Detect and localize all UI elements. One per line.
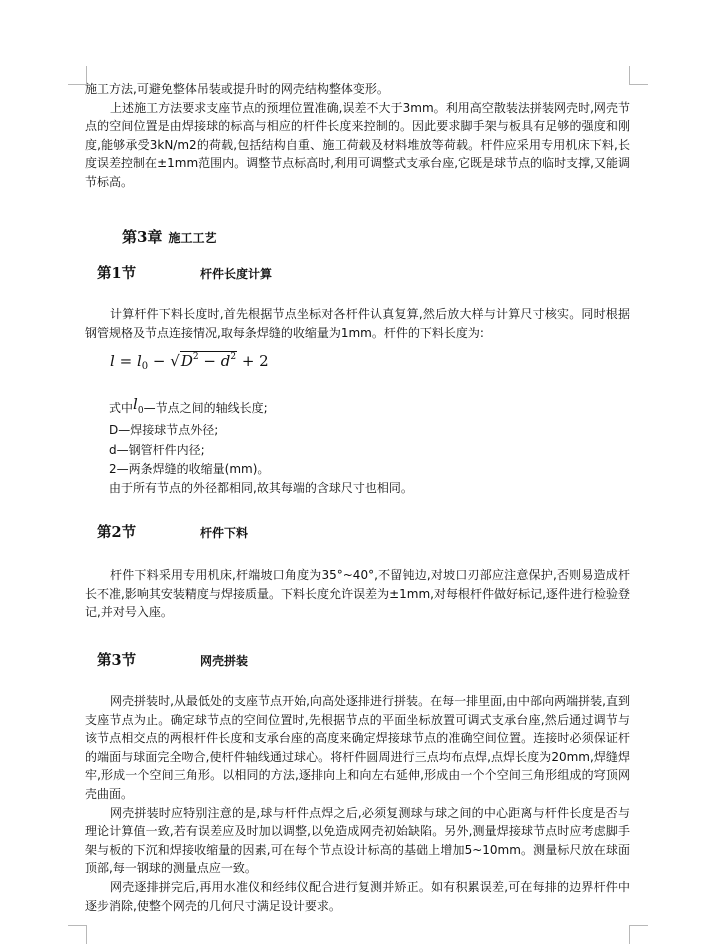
chapter-title: 施工工艺 bbox=[168, 231, 217, 245]
formula-D-exponent: 2 bbox=[192, 352, 199, 362]
formula-radicand: $D^2 - d^2$ bbox=[180, 352, 237, 370]
section-2-paragraph: 杆件下料采用专用机床,杆端坡口角度为35°~40°,不留钝边,对坡口刃部应注意保护,否则易造成杆长不准,影响其安装精度与焊接质量。下料长度允许误差为±1mm,对每根杆件做好标记,逐件进行检验登记,并对号入座。 bbox=[85, 568, 630, 620]
intro-paragraph-2: 上述施工方法要求支座节点的预埋位置准确,误差不大于3mm。利用高空散装法拼装网壳时,网壳节点的空间位置是由焊接球的标高与相应的杆件长度来控制的。因此要求脚手架与板具有足够的强度和刚度,能够承受3kN/m2的荷载,包括结构自重、施工荷载及材料堆放等荷载。杆件应采用专用机床下料,长度误差控制在±1mm范围内。调整节点标高时,利用可调整式支承台座,它既是球节点的临时支撑,又能调节标高。 bbox=[85, 100, 630, 189]
chapter-number: 第3章 bbox=[122, 228, 163, 246]
where-l0-symbol bbox=[133, 395, 144, 416]
intro-paragraph-1: 施工方法,可避免整体吊装或提升时的网壳结构整体变形。 bbox=[85, 82, 389, 96]
intro-text bbox=[85, 80, 630, 192]
definition-note: 由于所有节点的外径都相同,故其每端的含球尺寸也相同。 bbox=[109, 481, 413, 495]
section-1-body bbox=[85, 305, 630, 342]
formula-D: D bbox=[180, 352, 193, 370]
formula-d: d bbox=[220, 352, 231, 370]
formula-sqrt-sign: √ bbox=[170, 352, 180, 370]
section-1-number: 第1节 bbox=[97, 265, 137, 282]
where-line bbox=[109, 395, 268, 416]
section-3-number: 第3节 bbox=[97, 652, 137, 669]
definition-d: d—钢管杆件内径; bbox=[109, 443, 205, 457]
where-suffix: —节点之间的轴线长度; bbox=[143, 401, 268, 415]
formula-l0: l bbox=[136, 352, 142, 370]
section-3-title: 网壳拼装 bbox=[200, 654, 249, 668]
section-3-paragraph-2: 网壳拼装时应特别注意的是,球与杆件点焊之后,必须复测球与球之间的中心距离与杆件长度是否与理论计算值一致,若有误差应及时加以调整,以免造成网壳初始缺陷。另外,测量焊接球节点时应考虑脚手架与板的下沉和焊接收缩量的因素,可在每个节点设计标高的基础上增加5~10mm。测量标尺放在球面顶部,每一钢球的测量点应一致。 bbox=[85, 805, 630, 876]
section-2-number: 第2节 bbox=[97, 524, 137, 541]
where-l0: l bbox=[133, 395, 138, 413]
definition-D: D—焊接球节点外径; bbox=[109, 423, 219, 437]
formula-minus: − bbox=[152, 352, 166, 370]
section-1-title: 杆件长度计算 bbox=[200, 267, 273, 281]
section-3-paragraph-1: 网壳拼装时,从最低处的支座节点开始,向高处逐排进行拼装。在每一排里面,由中部向两端拼装,直到支座节点为止。确定球节点的空间位置时,先根据节点的平面坐标放置可调式支承台座,然后通过调节与该节点相交点的两根杆件长度和支承台座的高度来确定焊接球节点的准确空间位置。连接时必须保证杆的端面与球面完全吻合,使杆件轴线通过球心。将杆件圆周进行三点均布点焊,点焊长度为20mm,焊缝焊牢,形成一个空间三角形。以相同的方法,逐排向上和向左右延伸,形成由一个个空间三角形组成的穹顶网壳曲面。 bbox=[85, 694, 630, 801]
section-2-title: 杆件下料 bbox=[200, 526, 249, 540]
crop-mark-top-right bbox=[629, 66, 648, 85]
where-l0-subscript: 0 bbox=[137, 406, 144, 416]
section-3-paragraph-3: 网壳逐排拼完后,再用水准仪和经纬仪配合进行复测并矫正。如有积累误差,可在每排的边界杆件中逐步消除,使整个网壳的几何尺寸满足设计要求。 bbox=[85, 879, 630, 913]
definition-2: 2—两条焊缝的收缩量(mm)。 bbox=[109, 462, 270, 476]
formula-d-exponent: 2 bbox=[230, 352, 237, 362]
formula-l: l bbox=[110, 352, 115, 370]
crop-mark-bottom-right bbox=[629, 925, 648, 944]
length-formula bbox=[110, 352, 269, 372]
section-3-body bbox=[85, 692, 630, 915]
crop-mark-bottom-left bbox=[68, 925, 87, 944]
section-2-body bbox=[85, 566, 630, 622]
section-1-paragraph: 计算杆件下料长度时,首先根据节点坐标对各杆件认真复算,然后放大样与计算尺寸核实。同时根据钢管规格及节点连接情况,取每条焊缝的收缩量为1mm。杆件的下料长度为: bbox=[85, 307, 630, 340]
formula-l0-subscript: 0 bbox=[141, 361, 149, 372]
chapter-heading bbox=[122, 226, 216, 247]
where-prefix: 式中 bbox=[109, 401, 134, 415]
formula-plus-two: + 2 bbox=[241, 352, 269, 370]
formula-equals: = bbox=[119, 352, 133, 370]
